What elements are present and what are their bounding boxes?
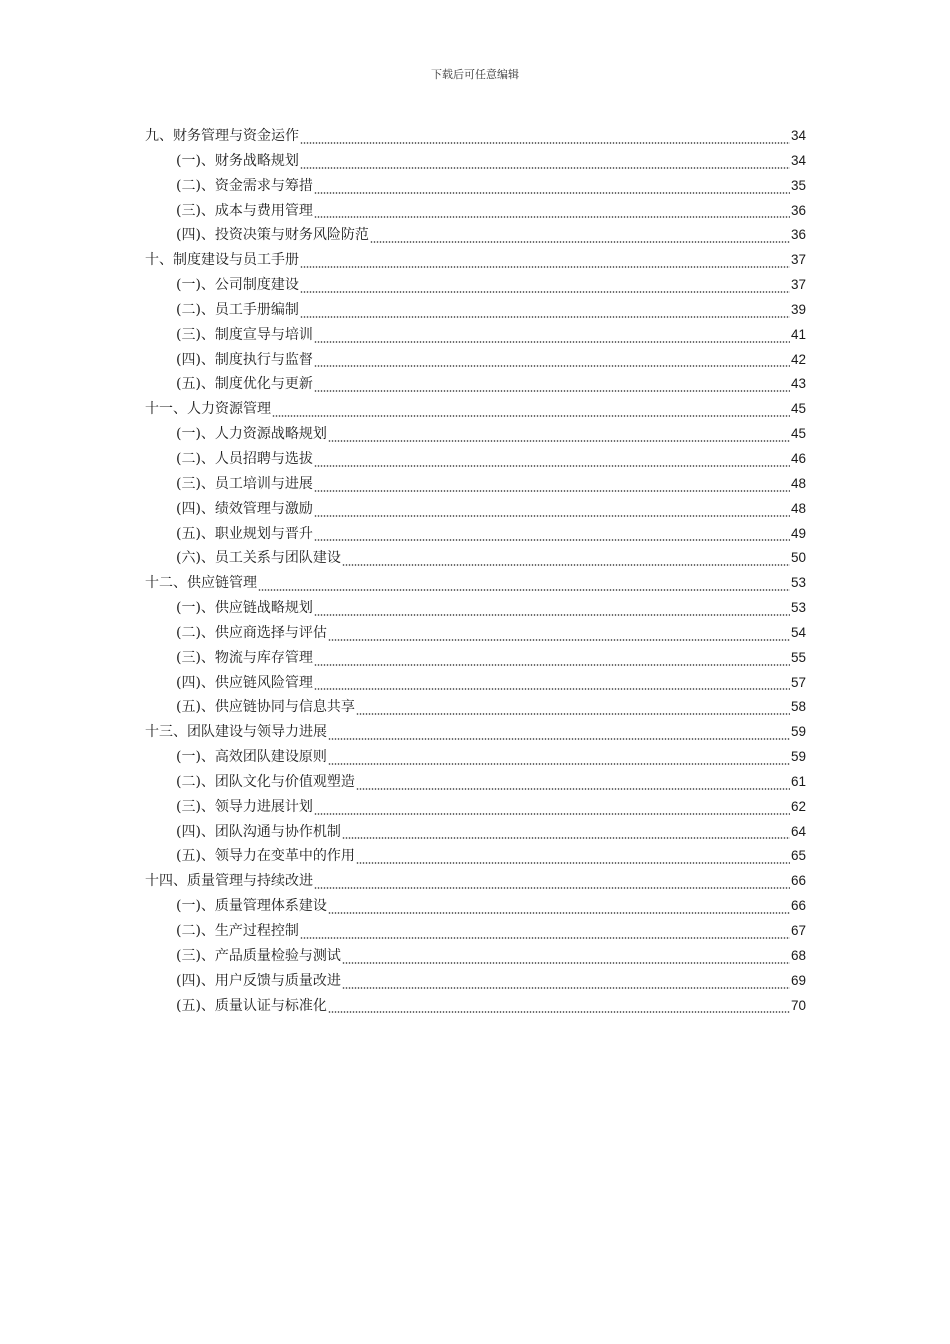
dot-leader — [314, 365, 790, 367]
page-header: 下载后可任意编辑 — [431, 68, 519, 81]
toc-chapter-entry[interactable] — [145, 572, 806, 597]
toc-page-number: 61 — [790, 773, 806, 789]
toc-entry-title: (二)、供应商选择与评估 — [176, 624, 327, 641]
toc-page-number: 48 — [790, 475, 806, 491]
toc-page-number: 50 — [790, 550, 806, 566]
toc-page-number: 42 — [790, 351, 806, 367]
dot-leader — [356, 862, 790, 864]
toc-entry-title: (四)、制度执行与监督 — [176, 351, 313, 368]
toc-page-number: 66 — [790, 873, 806, 889]
toc-page-number: 62 — [790, 798, 806, 814]
toc-entry-title: (四)、绩效管理与激励 — [176, 500, 313, 517]
toc-entry-title: (五)、质量认证与标准化 — [176, 997, 327, 1014]
toc-entry-title: 十三、团队建设与领导力进展 — [145, 724, 327, 741]
dot-leader — [342, 837, 790, 839]
toc-page-number: 41 — [790, 326, 806, 342]
toc-page-number: 68 — [790, 947, 806, 963]
toc-entry-title: (四)、用户反馈与质量改进 — [176, 972, 341, 989]
toc-entry-title: 十四、质量管理与持续改进 — [145, 873, 313, 890]
toc-entry-title: (一)、质量管理体系建设 — [176, 898, 327, 915]
toc-section-entry[interactable] — [145, 175, 806, 200]
dot-leader — [314, 515, 790, 517]
toc-section-entry[interactable] — [145, 349, 806, 374]
dot-leader — [356, 788, 790, 790]
toc-section-entry[interactable] — [145, 895, 806, 920]
toc-entry-title: (五)、领导力在变革中的作用 — [176, 848, 355, 865]
toc-section-entry[interactable] — [145, 970, 806, 995]
toc-section-entry[interactable] — [145, 200, 806, 225]
toc-entry-title: (四)、投资决策与财务风险防范 — [176, 227, 369, 244]
toc-section-entry[interactable] — [145, 274, 806, 299]
toc-section-entry[interactable] — [145, 498, 806, 523]
toc-page-number: 54 — [790, 624, 806, 640]
toc-page-number: 36 — [790, 202, 806, 218]
toc-page-number: 46 — [790, 450, 806, 466]
toc-section-entry[interactable] — [145, 622, 806, 647]
toc-chapter-entry[interactable] — [145, 870, 806, 895]
dot-leader — [328, 1011, 790, 1013]
dot-leader — [370, 241, 790, 243]
toc-entry-title: (四)、供应链风险管理 — [176, 674, 313, 691]
toc-page-number: 67 — [790, 923, 806, 938]
dot-leader — [300, 291, 790, 293]
toc-page-number: 57 — [790, 674, 806, 690]
toc-section-entry[interactable] — [145, 224, 806, 249]
dot-leader — [314, 192, 790, 194]
toc-entry-title: (五)、职业规划与晋升 — [176, 525, 313, 542]
dot-leader — [314, 887, 790, 889]
toc-section-entry[interactable] — [145, 746, 806, 771]
dot-leader — [342, 987, 790, 989]
toc-page-number: 55 — [790, 649, 806, 665]
toc-entry-title: (二)、资金需求与筹措 — [176, 177, 313, 194]
dot-leader — [314, 390, 790, 392]
toc-page-number: 48 — [790, 500, 806, 516]
toc-page-number: 70 — [790, 997, 806, 1013]
toc-entry-title: (一)、公司制度建设 — [176, 277, 299, 294]
toc-page-number: 34 — [790, 152, 806, 168]
toc-page-number: 64 — [790, 823, 806, 839]
toc-entry-title: (二)、团队文化与价值观塑造 — [176, 773, 355, 790]
dot-leader — [314, 813, 790, 815]
toc-page-number: 69 — [790, 972, 806, 988]
toc-page-number: 66 — [790, 898, 806, 914]
toc-section-entry[interactable] — [145, 597, 806, 622]
toc-entry-title: (一)、高效团队建设原则 — [176, 749, 327, 766]
dot-leader — [342, 962, 790, 964]
dot-leader — [314, 614, 790, 616]
toc-section-entry[interactable] — [145, 647, 806, 672]
toc-entry-title: (三)、领导力进展计划 — [176, 798, 313, 815]
toc-page-number: 34 — [790, 128, 806, 143]
toc-page-number: 53 — [790, 600, 806, 616]
toc-section-entry[interactable] — [145, 547, 806, 572]
toc-entry-title: (二)、人员招聘与选拔 — [176, 450, 313, 467]
dot-leader — [258, 589, 790, 591]
toc-entry-title: 九、财务管理与资金运作 — [145, 128, 299, 144]
toc-chapter-entry[interactable] — [145, 125, 806, 150]
toc-entry-title: (三)、物流与库存管理 — [176, 649, 313, 666]
dot-leader — [300, 937, 790, 939]
dot-leader — [300, 167, 790, 169]
dot-leader — [300, 266, 790, 268]
dot-leader — [272, 415, 790, 417]
toc-entry-title: (一)、供应链战略规划 — [176, 600, 313, 617]
toc-chapter-entry[interactable] — [145, 398, 806, 423]
toc-page-number: 45 — [790, 426, 806, 442]
toc-page-number: 58 — [790, 699, 806, 715]
dot-leader — [314, 341, 790, 343]
toc-entry-title: (一)、财务战略规划 — [176, 152, 299, 169]
toc-page-number: 36 — [790, 227, 806, 243]
dot-leader — [314, 688, 790, 690]
dot-leader — [356, 713, 790, 715]
toc-entry-title: 十一、人力资源管理 — [145, 401, 271, 418]
toc-page-number: 35 — [790, 177, 806, 193]
toc-section-entry[interactable] — [145, 771, 806, 796]
toc-entry-title: (四)、团队沟通与协作机制 — [176, 823, 341, 840]
toc-chapter-entry[interactable] — [145, 249, 806, 274]
toc-entry-title: (三)、员工培训与进展 — [176, 475, 313, 492]
toc-section-entry[interactable] — [145, 448, 806, 473]
toc-section-entry[interactable] — [145, 324, 806, 349]
toc-page-number: 59 — [790, 749, 806, 765]
toc-page-number: 43 — [790, 376, 806, 392]
toc-section-entry[interactable] — [145, 995, 806, 1020]
toc-entry-title: 十、制度建设与员工手册 — [145, 252, 299, 269]
toc-entry-title: (三)、成本与费用管理 — [176, 202, 313, 219]
toc-entry-title: (五)、供应链协同与信息共享 — [176, 699, 355, 716]
dot-leader — [328, 763, 790, 765]
toc-chapter-entry[interactable] — [145, 721, 806, 746]
dot-leader — [328, 639, 790, 641]
toc-entry-title: 十二、供应链管理 — [145, 575, 257, 592]
toc-section-entry[interactable] — [145, 523, 806, 548]
toc-section-entry[interactable] — [145, 845, 806, 870]
toc-section-entry[interactable] — [145, 672, 806, 697]
toc-page-number: 45 — [790, 401, 806, 417]
toc-page-number: 65 — [790, 848, 806, 864]
dot-leader — [328, 440, 790, 442]
toc-entry-title: (五)、制度优化与更新 — [176, 376, 313, 393]
dot-leader — [314, 539, 790, 541]
toc-entry-title: (三)、产品质量检验与测试 — [176, 947, 341, 964]
toc-page-number: 37 — [790, 277, 806, 293]
table-of-contents — [145, 125, 806, 1019]
toc-section-entry[interactable] — [145, 423, 806, 448]
dot-leader — [300, 316, 790, 318]
dot-leader — [328, 912, 790, 914]
dot-leader — [328, 738, 790, 740]
dot-leader — [314, 216, 790, 218]
dot-leader — [342, 564, 790, 566]
dot-leader — [314, 465, 790, 467]
toc-entry-title: (三)、制度宣导与培训 — [176, 326, 313, 343]
dot-leader — [314, 490, 790, 492]
toc-section-entry[interactable] — [145, 920, 806, 945]
toc-page-number: 49 — [790, 525, 806, 541]
toc-page-number: 39 — [790, 301, 806, 317]
toc-section-entry[interactable] — [145, 150, 806, 175]
dot-leader — [314, 664, 790, 666]
toc-section-entry[interactable] — [145, 696, 806, 721]
toc-page-number: 59 — [790, 724, 806, 740]
dot-leader — [300, 142, 790, 144]
toc-section-entry[interactable] — [145, 473, 806, 498]
toc-entry-title: (二)、生产过程控制 — [176, 923, 299, 939]
toc-section-entry[interactable] — [145, 796, 806, 821]
toc-section-entry[interactable] — [145, 299, 806, 324]
toc-page-number: 53 — [790, 575, 806, 591]
toc-section-entry[interactable] — [145, 945, 806, 970]
toc-entry-title: (二)、员工手册编制 — [176, 301, 299, 318]
toc-page-number: 37 — [790, 252, 806, 268]
toc-section-entry[interactable] — [145, 373, 806, 398]
toc-entry-title: (六)、员工关系与团队建设 — [176, 550, 341, 567]
toc-section-entry[interactable] — [145, 821, 806, 846]
toc-entry-title: (一)、人力资源战略规划 — [176, 426, 327, 443]
